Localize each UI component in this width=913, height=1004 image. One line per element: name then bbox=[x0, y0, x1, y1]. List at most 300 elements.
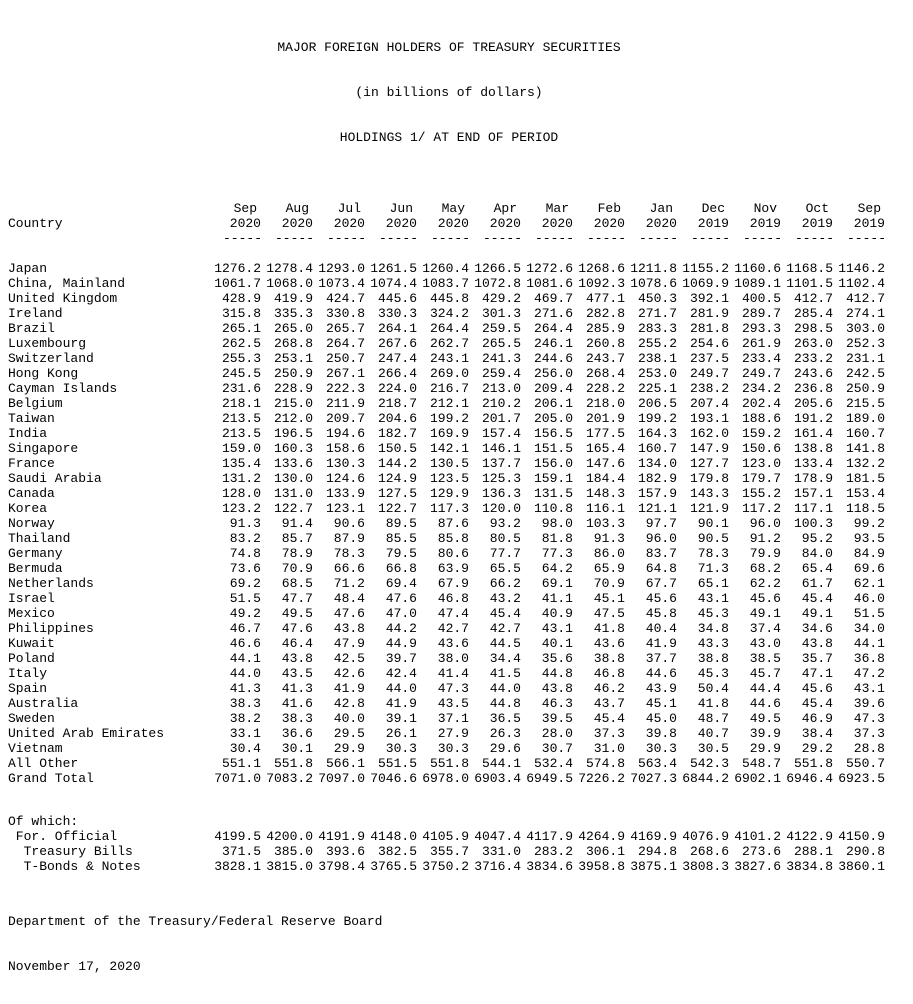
value-cell: 1266.5 bbox=[474, 261, 521, 276]
country-cell: Israel bbox=[8, 591, 55, 606]
column-year: 2020 bbox=[645, 216, 677, 231]
value-cell: 34.4 bbox=[489, 651, 521, 666]
value-cell: 243.6 bbox=[793, 366, 833, 381]
value-cell: 150.5 bbox=[377, 441, 417, 456]
column-underline: ----- bbox=[794, 231, 834, 246]
value-cell: 4148.0 bbox=[370, 829, 417, 844]
value-cell: 45.3 bbox=[697, 606, 729, 621]
value-cell: 48.4 bbox=[333, 591, 365, 606]
value-cell: 1268.6 bbox=[578, 261, 625, 276]
value-cell: 331.0 bbox=[481, 844, 521, 859]
value-cell: 160.3 bbox=[273, 441, 313, 456]
value-cell: 124.9 bbox=[377, 471, 417, 486]
value-cell: 133.6 bbox=[273, 456, 313, 471]
value-cell: 39.5 bbox=[541, 711, 573, 726]
value-cell: 120.0 bbox=[481, 501, 521, 516]
value-cell: 1211.8 bbox=[630, 261, 677, 276]
value-cell: 205.6 bbox=[793, 396, 833, 411]
country-cell: Japan bbox=[8, 261, 48, 276]
value-cell: 26.1 bbox=[385, 726, 417, 741]
value-cell: 3875.1 bbox=[630, 859, 677, 874]
of-which-label: Of which: bbox=[8, 814, 79, 829]
value-cell: 261.9 bbox=[741, 336, 781, 351]
value-cell: 36.6 bbox=[281, 726, 313, 741]
value-cell: 1069.9 bbox=[682, 276, 729, 291]
value-cell: 330.3 bbox=[377, 306, 417, 321]
column-month: Jan bbox=[649, 201, 673, 216]
country-cell: Germany bbox=[8, 546, 63, 561]
table-row bbox=[8, 321, 890, 336]
column-year: 2019 bbox=[697, 216, 729, 231]
value-cell: 85.5 bbox=[385, 531, 417, 546]
table-row bbox=[8, 456, 890, 471]
value-cell: 201.7 bbox=[481, 411, 521, 426]
value-cell: 445.8 bbox=[429, 291, 469, 306]
value-cell: 4199.5 bbox=[214, 829, 261, 844]
value-cell: 42.7 bbox=[437, 621, 469, 636]
value-cell: 42.5 bbox=[333, 651, 365, 666]
value-cell: 48.7 bbox=[697, 711, 729, 726]
value-cell: 212.0 bbox=[273, 411, 313, 426]
value-cell: 127.5 bbox=[377, 486, 417, 501]
value-cell: 128.0 bbox=[221, 486, 261, 501]
value-cell: 41.8 bbox=[697, 696, 729, 711]
value-cell: 68.5 bbox=[281, 576, 313, 591]
footer-agency: Department of the Treasury/Federal Reserve Board bbox=[8, 914, 383, 929]
value-cell: 213.5 bbox=[221, 411, 261, 426]
value-cell: 91.2 bbox=[749, 531, 781, 546]
value-cell: 249.7 bbox=[689, 366, 729, 381]
value-cell: 44.8 bbox=[541, 666, 573, 681]
value-cell: 129.9 bbox=[429, 486, 469, 501]
value-cell: 290.8 bbox=[845, 844, 885, 859]
value-cell: 100.3 bbox=[793, 516, 833, 531]
column-year: 2020 bbox=[385, 216, 417, 231]
value-cell: 6903.4 bbox=[474, 771, 521, 786]
value-cell: 34.0 bbox=[853, 621, 885, 636]
table-row bbox=[8, 561, 890, 576]
country-cell: Kuwait bbox=[8, 636, 55, 651]
value-cell: 41.9 bbox=[333, 681, 365, 696]
value-cell: 215.5 bbox=[845, 396, 885, 411]
value-cell: 218.7 bbox=[377, 396, 417, 411]
value-cell: 298.5 bbox=[793, 321, 833, 336]
country-cell: T-Bonds & Notes bbox=[8, 859, 141, 874]
country-cell: Thailand bbox=[8, 531, 71, 546]
value-cell: 85.7 bbox=[281, 531, 313, 546]
value-cell: 193.1 bbox=[689, 411, 729, 426]
value-cell: 231.1 bbox=[845, 351, 885, 366]
value-cell: 45.6 bbox=[645, 591, 677, 606]
value-cell: 44.0 bbox=[489, 681, 521, 696]
value-cell: 35.7 bbox=[801, 651, 833, 666]
value-cell: 4076.9 bbox=[682, 829, 729, 844]
value-cell: 271.7 bbox=[637, 306, 677, 321]
value-cell: 301.3 bbox=[481, 306, 521, 321]
value-cell: 39.1 bbox=[385, 711, 417, 726]
value-cell: 69.6 bbox=[853, 561, 885, 576]
value-cell: 64.8 bbox=[645, 561, 677, 576]
value-cell: 324.2 bbox=[429, 306, 469, 321]
value-cell: 30.3 bbox=[645, 741, 677, 756]
value-cell: 150.6 bbox=[741, 441, 781, 456]
value-cell: 37.3 bbox=[853, 726, 885, 741]
of-which-row bbox=[8, 829, 890, 844]
value-cell: 179.8 bbox=[689, 471, 729, 486]
value-cell: 1083.7 bbox=[422, 276, 469, 291]
value-cell: 259.4 bbox=[481, 366, 521, 381]
value-cell: 85.8 bbox=[437, 531, 469, 546]
column-underline: ----- bbox=[586, 231, 626, 246]
value-cell: 165.4 bbox=[585, 441, 625, 456]
value-cell: 62.2 bbox=[749, 576, 781, 591]
value-cell: 238.2 bbox=[689, 381, 729, 396]
value-cell: 228.9 bbox=[273, 381, 313, 396]
value-cell: 44.8 bbox=[489, 696, 521, 711]
value-cell: 46.3 bbox=[541, 696, 573, 711]
value-cell: 38.3 bbox=[229, 696, 261, 711]
value-cell: 424.7 bbox=[325, 291, 365, 306]
value-cell: 44.2 bbox=[385, 621, 417, 636]
value-cell: 49.1 bbox=[749, 606, 781, 621]
value-cell: 147.6 bbox=[585, 456, 625, 471]
value-cell: 127.7 bbox=[689, 456, 729, 471]
value-cell: 247.4 bbox=[377, 351, 417, 366]
country-cell: Belgium bbox=[8, 396, 63, 411]
report-subtitle: (in billions of dollars) bbox=[355, 85, 543, 100]
table-row bbox=[8, 771, 890, 786]
value-cell: 206.1 bbox=[533, 396, 573, 411]
value-cell: 26.3 bbox=[489, 726, 521, 741]
value-cell: 44.9 bbox=[385, 636, 417, 651]
value-cell: 551.8 bbox=[273, 756, 313, 771]
value-cell: 30.7 bbox=[541, 741, 573, 756]
country-header: Country bbox=[8, 216, 63, 231]
table-row bbox=[8, 516, 890, 531]
value-cell: 255.3 bbox=[221, 351, 261, 366]
value-cell: 253.0 bbox=[637, 366, 677, 381]
value-cell: 160.7 bbox=[637, 441, 677, 456]
value-cell: 178.9 bbox=[793, 471, 833, 486]
column-underline: ----- bbox=[690, 231, 730, 246]
value-cell: 74.8 bbox=[229, 546, 261, 561]
value-cell: 1272.6 bbox=[526, 261, 573, 276]
country-cell: Treasury Bills bbox=[8, 844, 133, 859]
value-cell: 43.3 bbox=[697, 636, 729, 651]
value-cell: 141.8 bbox=[845, 441, 885, 456]
value-cell: 51.5 bbox=[229, 591, 261, 606]
value-cell: 69.4 bbox=[385, 576, 417, 591]
value-cell: 231.6 bbox=[221, 381, 261, 396]
value-cell: 38.3 bbox=[281, 711, 313, 726]
value-cell: 544.1 bbox=[481, 756, 521, 771]
column-month: Dec bbox=[701, 201, 725, 216]
country-cell: Saudi Arabia bbox=[8, 471, 102, 486]
value-cell: 61.7 bbox=[801, 576, 833, 591]
value-cell: 196.5 bbox=[273, 426, 313, 441]
value-cell: 7046.6 bbox=[370, 771, 417, 786]
value-cell: 550.7 bbox=[845, 756, 885, 771]
value-cell: 281.8 bbox=[689, 321, 729, 336]
column-month: Nov bbox=[753, 201, 777, 216]
value-cell: 234.2 bbox=[741, 381, 781, 396]
value-cell: 263.0 bbox=[793, 336, 833, 351]
value-cell: 288.1 bbox=[793, 844, 833, 859]
value-cell: 532.4 bbox=[533, 756, 573, 771]
value-cell: 116.1 bbox=[585, 501, 625, 516]
value-cell: 43.5 bbox=[281, 666, 313, 681]
value-cell: 159.0 bbox=[221, 441, 261, 456]
value-cell: 281.9 bbox=[689, 306, 729, 321]
value-cell: 83.7 bbox=[645, 546, 677, 561]
value-cell: 202.4 bbox=[741, 396, 781, 411]
value-cell: 47.3 bbox=[437, 681, 469, 696]
value-cell: 40.4 bbox=[645, 621, 677, 636]
value-cell: 429.2 bbox=[481, 291, 521, 306]
value-cell: 95.2 bbox=[801, 531, 833, 546]
value-cell: 267.6 bbox=[377, 336, 417, 351]
value-cell: 206.5 bbox=[637, 396, 677, 411]
value-cell: 43.6 bbox=[437, 636, 469, 651]
value-cell: 264.7 bbox=[325, 336, 365, 351]
value-cell: 4105.9 bbox=[422, 829, 469, 844]
value-cell: 274.1 bbox=[845, 306, 885, 321]
value-cell: 64.2 bbox=[541, 561, 573, 576]
value-cell: 182.9 bbox=[637, 471, 677, 486]
value-cell: 121.1 bbox=[637, 501, 677, 516]
value-cell: 79.5 bbox=[385, 546, 417, 561]
value-cell: 303.0 bbox=[845, 321, 885, 336]
value-cell: 3834.6 bbox=[526, 859, 573, 874]
country-cell: Brazil bbox=[8, 321, 55, 336]
value-cell: 268.8 bbox=[273, 336, 313, 351]
value-cell: 294.8 bbox=[637, 844, 677, 859]
value-cell: 146.1 bbox=[481, 441, 521, 456]
value-cell: 283.3 bbox=[637, 321, 677, 336]
value-cell: 135.4 bbox=[221, 456, 261, 471]
value-cell: 199.2 bbox=[637, 411, 677, 426]
value-cell: 89.5 bbox=[385, 516, 417, 531]
value-cell: 117.3 bbox=[429, 501, 469, 516]
value-cell: 93.2 bbox=[489, 516, 521, 531]
value-cell: 1078.6 bbox=[630, 276, 677, 291]
value-cell: 93.5 bbox=[853, 531, 885, 546]
value-cell: 41.4 bbox=[437, 666, 469, 681]
value-cell: 250.7 bbox=[325, 351, 365, 366]
column-year: 2020 bbox=[281, 216, 313, 231]
value-cell: 81.8 bbox=[541, 531, 573, 546]
value-cell: 47.6 bbox=[281, 621, 313, 636]
value-cell: 194.6 bbox=[325, 426, 365, 441]
value-cell: 46.6 bbox=[229, 636, 261, 651]
value-cell: 6946.4 bbox=[786, 771, 833, 786]
country-cell: Grand Total bbox=[8, 771, 94, 786]
value-cell: 45.0 bbox=[645, 711, 677, 726]
value-cell: 155.2 bbox=[741, 486, 781, 501]
value-cell: 293.3 bbox=[741, 321, 781, 336]
column-year: 2020 bbox=[229, 216, 261, 231]
value-cell: 551.8 bbox=[429, 756, 469, 771]
value-cell: 45.4 bbox=[489, 606, 521, 621]
value-cell: 43.8 bbox=[333, 621, 365, 636]
value-cell: 40.9 bbox=[541, 606, 573, 621]
column-underline: ----- bbox=[742, 231, 782, 246]
value-cell: 38.5 bbox=[749, 651, 781, 666]
column-underline: ----- bbox=[482, 231, 522, 246]
country-cell: Luxembourg bbox=[8, 336, 87, 351]
value-cell: 96.0 bbox=[645, 531, 677, 546]
spacer-cell bbox=[8, 246, 890, 261]
of-which-label-row bbox=[8, 814, 890, 829]
country-cell: Sweden bbox=[8, 711, 55, 726]
value-cell: 71.2 bbox=[333, 576, 365, 591]
value-cell: 130.3 bbox=[325, 456, 365, 471]
value-cell: 83.2 bbox=[229, 531, 261, 546]
value-cell: 30.5 bbox=[697, 741, 729, 756]
country-cell: For. Official bbox=[8, 829, 118, 844]
country-cell: France bbox=[8, 456, 55, 471]
value-cell: 34.6 bbox=[801, 621, 833, 636]
value-cell: 30.4 bbox=[229, 741, 261, 756]
value-cell: 43.9 bbox=[645, 681, 677, 696]
value-cell: 78.3 bbox=[333, 546, 365, 561]
value-cell: 66.6 bbox=[333, 561, 365, 576]
value-cell: 90.5 bbox=[697, 531, 729, 546]
value-cell: 78.9 bbox=[281, 546, 313, 561]
value-cell: 47.2 bbox=[853, 666, 885, 681]
value-cell: 62.1 bbox=[853, 576, 885, 591]
value-cell: 43.7 bbox=[593, 696, 625, 711]
value-cell: 144.2 bbox=[377, 456, 417, 471]
value-cell: 39.6 bbox=[853, 696, 885, 711]
value-cell: 244.6 bbox=[533, 351, 573, 366]
country-cell: Norway bbox=[8, 516, 55, 531]
value-cell: 91.3 bbox=[229, 516, 261, 531]
value-cell: 4117.9 bbox=[526, 829, 573, 844]
value-cell: 243.7 bbox=[585, 351, 625, 366]
value-cell: 233.2 bbox=[793, 351, 833, 366]
value-cell: 6844.2 bbox=[682, 771, 729, 786]
value-cell: 1073.4 bbox=[318, 276, 365, 291]
value-cell: 164.3 bbox=[637, 426, 677, 441]
value-cell: 45.4 bbox=[801, 696, 833, 711]
value-cell: 3958.8 bbox=[578, 859, 625, 874]
value-cell: 70.9 bbox=[281, 561, 313, 576]
value-cell: 97.7 bbox=[645, 516, 677, 531]
value-cell: 218.0 bbox=[585, 396, 625, 411]
value-cell: 207.4 bbox=[689, 396, 729, 411]
value-cell: 103.3 bbox=[585, 516, 625, 531]
value-cell: 4150.9 bbox=[838, 829, 885, 844]
value-cell: 182.7 bbox=[377, 426, 417, 441]
column-year: 2020 bbox=[437, 216, 469, 231]
column-underline: ----- bbox=[534, 231, 574, 246]
value-cell: 184.4 bbox=[585, 471, 625, 486]
value-cell: 1168.5 bbox=[786, 261, 833, 276]
value-cell: 143.3 bbox=[689, 486, 729, 501]
value-cell: 133.4 bbox=[793, 456, 833, 471]
value-cell: 44.5 bbox=[489, 636, 521, 651]
value-cell: 40.0 bbox=[333, 711, 365, 726]
value-cell: 273.6 bbox=[741, 844, 781, 859]
value-cell: 84.0 bbox=[801, 546, 833, 561]
value-cell: 78.3 bbox=[697, 546, 729, 561]
value-cell: 98.0 bbox=[541, 516, 573, 531]
value-cell: 4169.9 bbox=[630, 829, 677, 844]
value-cell: 551.8 bbox=[793, 756, 833, 771]
header-row-years bbox=[8, 216, 890, 231]
value-cell: 47.4 bbox=[437, 606, 469, 621]
value-cell: 315.8 bbox=[221, 306, 261, 321]
value-cell: 157.9 bbox=[637, 486, 677, 501]
value-cell: 27.9 bbox=[437, 726, 469, 741]
value-cell: 90.1 bbox=[697, 516, 729, 531]
value-cell: 91.4 bbox=[281, 516, 313, 531]
value-cell: 265.1 bbox=[221, 321, 261, 336]
value-cell: 49.1 bbox=[801, 606, 833, 621]
value-cell: 37.1 bbox=[437, 711, 469, 726]
column-year: 2020 bbox=[541, 216, 573, 231]
value-cell: 99.2 bbox=[853, 516, 885, 531]
value-cell: 1261.5 bbox=[370, 261, 417, 276]
value-cell: 1089.1 bbox=[734, 276, 781, 291]
country-cell: Taiwan bbox=[8, 411, 55, 426]
country-cell: United Kingdom bbox=[8, 291, 118, 306]
country-cell: Korea bbox=[8, 501, 48, 516]
value-cell: 243.1 bbox=[429, 351, 469, 366]
value-cell: 122.7 bbox=[377, 501, 417, 516]
value-cell: 41.1 bbox=[541, 591, 573, 606]
value-cell: 542.3 bbox=[689, 756, 729, 771]
column-year: 2019 bbox=[749, 216, 781, 231]
table-row bbox=[8, 291, 890, 306]
value-cell: 41.9 bbox=[385, 696, 417, 711]
table-row bbox=[8, 696, 890, 711]
value-cell: 7226.2 bbox=[578, 771, 625, 786]
value-cell: 282.8 bbox=[585, 306, 625, 321]
value-cell: 267.1 bbox=[325, 366, 365, 381]
value-cell: 249.7 bbox=[741, 366, 781, 381]
value-cell: 1102.4 bbox=[838, 276, 885, 291]
value-cell: 265.5 bbox=[481, 336, 521, 351]
value-cell: 91.3 bbox=[593, 531, 625, 546]
report-period-line: HOLDINGS 1/ AT END OF PERIOD bbox=[339, 130, 559, 145]
value-cell: 67.9 bbox=[437, 576, 469, 591]
country-cell: Hong Kong bbox=[8, 366, 79, 381]
value-cell: 563.4 bbox=[637, 756, 677, 771]
value-cell: 87.6 bbox=[437, 516, 469, 531]
country-cell: Switzerland bbox=[8, 351, 94, 366]
value-cell: 42.6 bbox=[333, 666, 365, 681]
value-cell: 181.5 bbox=[845, 471, 885, 486]
column-month: Mar bbox=[545, 201, 569, 216]
report-title-block bbox=[8, 10, 890, 175]
value-cell: 213.5 bbox=[221, 426, 261, 441]
value-cell: 548.7 bbox=[741, 756, 781, 771]
value-cell: 110.8 bbox=[533, 501, 573, 516]
table-row bbox=[8, 531, 890, 546]
value-cell: 44.1 bbox=[229, 651, 261, 666]
value-cell: 44.0 bbox=[229, 666, 261, 681]
report-title: MAJOR FOREIGN HOLDERS OF TREASURY SECURITIES bbox=[277, 40, 621, 55]
value-cell: 210.2 bbox=[481, 396, 521, 411]
holdings-table-body bbox=[8, 246, 890, 874]
spacer-cell bbox=[8, 786, 890, 814]
value-cell: 285.4 bbox=[793, 306, 833, 321]
value-cell: 117.2 bbox=[741, 501, 781, 516]
value-cell: 7097.0 bbox=[318, 771, 365, 786]
value-cell: 77.7 bbox=[489, 546, 521, 561]
